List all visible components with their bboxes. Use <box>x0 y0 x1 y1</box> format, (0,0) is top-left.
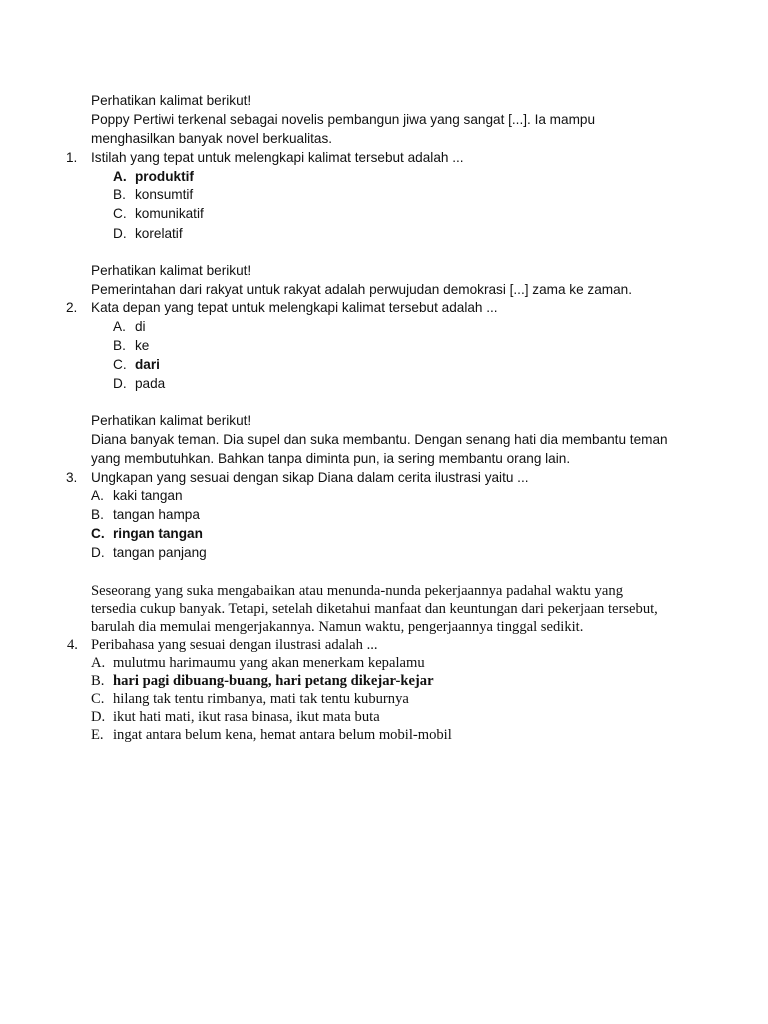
q2-option-c: C. dari <box>113 357 160 372</box>
q1-option-c: C. komunikatif <box>113 206 204 221</box>
q3-intro: Perhatikan kalimat berikut! <box>91 413 252 428</box>
q1-question: Istilah yang tepat untuk melengkapi kalimat tersebut adalah ... <box>91 150 464 165</box>
q1-passage-line-1: Poppy Pertiwi terkenal sebagai novelis pembangun jiwa yang sangat [...]. Ia mampu <box>91 112 596 127</box>
q4-passage-line-1: Seseorang yang suka mengabaikan atau menunda-nunda pekerjaannya padahal waktu yang <box>91 583 623 599</box>
q2-option-b: B. ke <box>113 338 150 353</box>
q3-option-b: B. tangan hampa <box>91 507 200 522</box>
q1-intro: Perhatikan kalimat berikut! <box>91 93 252 108</box>
q4-number: 4. <box>67 637 78 653</box>
q4-passage-line-2: tersedia cukup banyak. Tetapi, setelah diketahui manfaat dan keuntungan dari pekerjaan tersebut, <box>91 601 658 617</box>
q4-question: Peribahasa yang sesuai dengan ilustrasi adalah ... <box>91 637 378 653</box>
q1-option-d: D. korelatif <box>113 226 183 241</box>
q2-intro: Perhatikan kalimat berikut! <box>91 263 252 278</box>
q4-option-c: C. hilang tak tentu rimbanya, mati tak tentu kuburnya <box>91 691 409 707</box>
q2-question: Kata depan yang tepat untuk melengkapi kalimat tersebut adalah ... <box>91 300 498 315</box>
q4-passage-line-3: barulah dia memulai mengerjakannya. Namun waktu, pengerjaannya tinggal sedikit. <box>91 619 584 635</box>
q1-option-a: A. produktif <box>113 169 194 184</box>
q3-passage-line-1: Diana banyak teman. Dia supel dan suka membantu. Dengan senang hati dia membantu teman <box>91 432 668 447</box>
q3-number: 3. <box>66 470 78 485</box>
q4-option-b: B. hari pagi dibuang-buang, hari petang dikejar-kejar <box>91 673 434 689</box>
q4-option-e: E. ingat antara belum kena, hemat antara belum mobil-mobil <box>91 727 452 743</box>
q4-option-a: A. mulutmu harimaumu yang akan menerkam kepalamu <box>91 655 425 671</box>
q3-passage-line-2: yang membutuhkan. Bahkan tanpa diminta pun, ia sering membantu orang lain. <box>91 451 571 466</box>
q2-option-a: A. di <box>113 319 146 334</box>
q1-option-b: B. konsumtif <box>113 187 194 202</box>
q2-passage-line-1: Pemerintahan dari rakyat untuk rakyat adalah perwujudan demokrasi [...] zama ke zaman. <box>91 282 633 297</box>
q3-option-c: C. ringan tangan <box>91 526 203 541</box>
q1-number: 1. <box>66 150 78 165</box>
q4-option-d: D. ikut hati mati, ikut rasa binasa, ikut mata buta <box>91 709 380 725</box>
q1-passage-line-2: menghasilkan banyak novel berkualitas. <box>91 131 333 146</box>
q3-question: Ungkapan yang sesuai dengan sikap Diana dalam cerita ilustrasi yaitu ... <box>91 470 529 485</box>
q3-option-a: A. kaki tangan <box>91 488 183 503</box>
q2-number: 2. <box>66 300 78 315</box>
q3-option-d: D. tangan panjang <box>91 545 207 560</box>
q2-option-d: D. pada <box>113 376 166 391</box>
